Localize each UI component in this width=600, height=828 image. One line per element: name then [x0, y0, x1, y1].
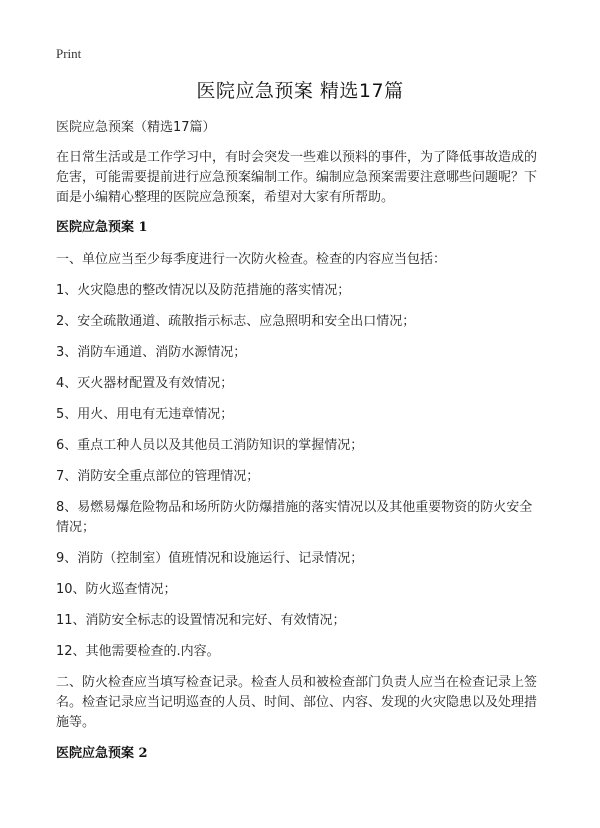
section-1-closing: 二、防火检查应当填写检查记录。检查人员和被检查部门负责人应当在检查记录上签名。检查记录应当记明巡查的人员、时间、部位、内容、发现的火灾隐患以及处理措施等。	[56, 675, 538, 730]
list-item: 5、用火、用电有无违章情况；	[56, 407, 234, 422]
section-heading-2: 医院应急预案 2	[56, 746, 148, 761]
list-item: 4、灭火器材配置及有效情况；	[56, 376, 234, 391]
list-item: 8、易燃易爆危险物品和场所防火防爆措施的落实情况以及其他重要物资的防火安全情况；	[56, 500, 533, 535]
document-body	[56, 118, 544, 776]
list-item: 12、其他需要检查的.内容。	[56, 644, 220, 659]
intro-paragraph: 在日常生活或是工作学习中，有时会突发一些难以预料的事件，为了降低事故造成的危害，可能需要提前进行应急预案编制工作。编制应急预案需要注意哪些问题呢？下面是小编精心整理的医院应急预案，希望对大家有所帮助。	[56, 150, 538, 205]
list-item: 2、安全疏散通道、疏散指示标志、应急照明和安全出口情况；	[56, 314, 416, 329]
page-title: 医院应急预案 精选17篇	[196, 80, 404, 102]
list-item: 10、防火巡查情况；	[56, 582, 177, 597]
list-item: 6、重点工种人员以及其他员工消防知识的掌握情况；	[56, 438, 364, 453]
list-item: 7、消防安全重点部位的管理情况；	[56, 469, 260, 484]
section-heading-1: 医院应急预案 1	[56, 220, 148, 235]
list-item: 9、消防（控制室）值班情况和设施运行、记录情况；	[56, 551, 364, 566]
list-item: 11、消防安全标志的设置情况和完好、有效情况；	[56, 613, 346, 628]
list-item: 1、火灾隐患的整改情况以及防范措施的落实情况；	[56, 283, 351, 298]
document-subtitle: 医院应急预案（精选17篇）	[56, 120, 216, 135]
section-1-lead: 一、单位应当至少每季度进行一次防火检查。检查的内容应当包括：	[56, 252, 447, 267]
print-link[interactable]: Print	[56, 46, 82, 61]
list-item: 3、消防车通道、消防水源情况；	[56, 345, 247, 360]
